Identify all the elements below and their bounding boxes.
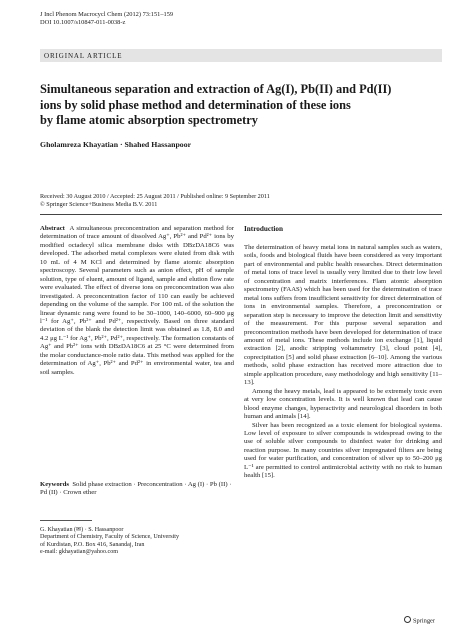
- springer-horse-icon: [404, 616, 411, 623]
- title-line-1: Simultaneous separation and extraction of Ag(I), Pb(II) and Pd(II): [40, 82, 392, 96]
- abstract-section: [40, 225, 234, 377]
- abstract-text: A simultaneous preconcentration and separation method for determination of trace amount of dissolved Ag⁺, Pb²⁺ and Pd²⁺ ions by modified octadecyl silica membrane disks with DBzDA18C6 was developed. The adsorbed metal complexes were eluted from disk with 10 mL of 4 M KCl and determined by flame atomic absorption spectroscopy. Several parameters such as anion effect, pH of sample solution, type of eluent, amount of ligand, sample and elution flow rate were evaluated. The effect of diverse ions on preconcentration was also investigated. A preconcentration factor of 110 can easily be achieved depending on the volume of the sample. For 100 mL of the solution the linear dynamic rang were found to be 30–1000, 140–6000, 60–900 μg l⁻¹ for Ag⁺, Pb²⁺ and Pd²⁺, respectively. Based on three standard deviation of the blank the detection limit was obtained as 1.8, 8.0 and 4.2 μg L⁻¹ for Ag⁺, Pb²⁺, Pd²⁺, respectively. The formation constants of Ag⁺ and Pb²⁺ ions with DBzDA18C6 at 25 °C were determined from the molar conductance-mole ratio data. This method was applied for the determination of Ag⁺, Pb²⁺ and Pd²⁺ in environmental water, tea and soil samples.: [40, 225, 234, 376]
- title-line-3: by flame atomic absorption spectrometry: [40, 113, 258, 128]
- introduction-heading: Introduction: [244, 225, 284, 233]
- abstract-heading: Abstract: [40, 225, 65, 232]
- doi-link[interactable]: DOI 10.1007/s10847-011-0038-z: [40, 19, 126, 26]
- keywords-section: [40, 481, 234, 498]
- publisher-name: Springer: [413, 617, 436, 625]
- affiliation-university: of Kurdistan, P.O. Box 416, Sanandaj, Iran: [40, 541, 145, 548]
- keywords-text: Solid phase extraction · Preconcentration · Ag (I) · Pb (II) · Pd (II) · Crown ether: [40, 481, 232, 497]
- footnote-divider: [40, 520, 92, 521]
- article-history: Received: 30 August 2010 / Accepted: 25 August 2011 / Published online: 9 September 2011: [40, 193, 270, 200]
- author-affiliation: [40, 527, 234, 556]
- author-list: Gholamreza Khayatian · Shahed Hassanpoor: [40, 140, 192, 149]
- keywords-heading: Keywords: [40, 481, 69, 488]
- affiliation-names: G. Khayatian (✉) · S. Hassanpoor: [40, 527, 124, 533]
- affiliation-email[interactable]: e-mail: gkhayatian@yahoo.com: [40, 548, 119, 555]
- publisher-footer: [404, 616, 435, 626]
- article-title: [40, 82, 440, 129]
- introduction-paragraph-1: The determination of heavy metal ions in natural samples such as waters, soils, foods and biological fluids have been considered as very important part of environmental and public health researches. Direct determination of metal ions of trace level is usually very limited due to their low level of concentration and matrix interferences. Flam atomic absorption spectrometry (FAAS) which has been used for the determination of trace metal ions suffers from insufficient sensitivity for direct determination of ions in environmental samples. Therefore, a preconcentration or separation step is necessary to improve the detection limit and sensitivity of the measurement. For this purpose several separation and preconcentration methods have been developed for determination of trace amount of metal ions. These methods include ion exchange [1], liquid extraction [2], anodic stripping voltammetry [3], cloud point [4], coprecipitation [5] and solid phase extraction [6–10]. Among the various methods, solid phase extraction has received more attraction due to simple application procedure, easy methodology and high sensitivity [11–13].: [244, 244, 442, 387]
- introduction-paragraph-3: Silver has been recognized as a toxic element for biological systems. Low level of exposure to silver compounds is widespread owing to the use of soluble silver compounds to disinfect water for drinking and reaction purpose. In many countries silver impregnated filters are being used for water purification, and concentration of silver up to 50–200 μg L⁻¹ are permitted to control antimicrobial activity with no risk to human health [15].: [244, 421, 442, 480]
- header-divider: [40, 214, 442, 215]
- abstract-paragraph: [40, 225, 234, 377]
- article-type-label: ORIGINAL ARTICLE: [44, 52, 123, 60]
- introduction-section: [244, 244, 442, 481]
- title-line-2: ions by solid phase method and determination of these ions: [40, 97, 351, 112]
- introduction-paragraph-2: Among the heavy metals, lead is appeared to be extremely toxic even at very low concentration levels. It is well known that lead can cause blood enzyme changes, hyperactivity and neurological disorders in both human and animals [14].: [244, 387, 442, 421]
- affiliation-department: Department of Chemistry, Faculty of Science, University: [40, 534, 180, 541]
- copyright-notice: © Springer Science+Business Media B.V. 2011: [40, 201, 158, 208]
- journal-citation: J Incl Phenom Macrocycl Chem (2012) 73:151–159: [40, 11, 174, 18]
